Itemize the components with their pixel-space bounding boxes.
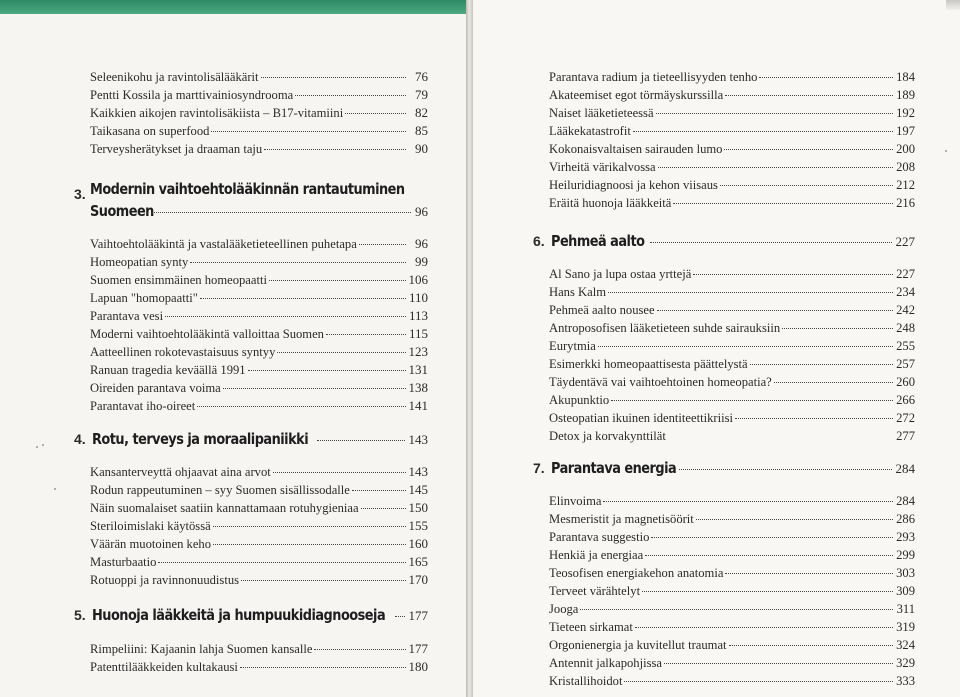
toc-entry[interactable] — [549, 320, 915, 336]
paper-speck — [36, 446, 38, 448]
dot-leader — [651, 537, 893, 538]
toc-entry-title: Moderni vaihtoehtolääkintä valloittaa Suomen — [90, 327, 324, 341]
toc-entry-title: Oireiden parantava voima — [90, 381, 221, 395]
dot-leader — [658, 167, 893, 168]
dot-leader — [223, 388, 406, 389]
toc-entry-title: Pentti Kossila ja marttivainiosyndrooma — [90, 88, 294, 102]
chapter-title: Parantava energia — [551, 459, 677, 477]
toc-entry-page: 216 — [896, 196, 915, 210]
dot-leader — [679, 469, 892, 470]
toc-entry-page: 76 — [415, 69, 428, 84]
left-page — [0, 0, 466, 697]
toc-entry-title: Terveysherätykset ja draaman taju — [90, 142, 263, 156]
toc-entry[interactable] — [90, 500, 428, 516]
toc-entry[interactable] — [549, 529, 915, 545]
dot-leader — [624, 681, 893, 682]
toc-entry-title: Antennit jalkapohjissa — [549, 656, 662, 670]
toc-entry-page: 180 — [408, 659, 428, 674]
chapter-title: Pehmeä aalto — [551, 232, 645, 250]
toc-entry-page: 106 — [408, 272, 428, 287]
toc-entry[interactable] — [549, 392, 915, 408]
toc-entry[interactable] — [90, 87, 428, 103]
toc-entry-title: Heiluridiagnoosi ja kehon viisaus — [549, 178, 718, 192]
toc-entry-page: 131 — [408, 362, 428, 377]
toc-entry-page: 138 — [408, 380, 428, 395]
toc-entry-title: Rimpeliini: Kajaanin lahja Suomen kansalle — [90, 642, 313, 656]
toc-entry-title: Rotuoppi ja ravinnonuudistus — [90, 573, 240, 587]
dot-leader — [200, 298, 406, 299]
toc-entry-page: 155 — [408, 518, 428, 533]
toc-entry-page: 257 — [896, 357, 915, 371]
toc-entry-title: Mesmeristit ja magnetisöörit — [549, 512, 694, 526]
dot-leader — [317, 440, 404, 441]
toc-entry[interactable] — [549, 374, 915, 390]
toc-entry-page: 90 — [415, 141, 428, 156]
dot-leader — [642, 591, 893, 592]
chapter-page: 96 — [415, 204, 428, 219]
toc-entry-page: 272 — [896, 411, 915, 425]
toc-entry-title: Henkiä ja energiaa — [549, 548, 644, 562]
chapter-page: 143 — [408, 432, 428, 447]
toc-entry[interactable] — [549, 195, 915, 211]
toc-entry-page: 266 — [896, 393, 915, 407]
toc-entry-title: Antroposofisen lääketieteen suhde sairauksiin — [549, 321, 781, 335]
chapter-title: Huonoja lääkkeitä ja humpuukidiagnooseja — [92, 606, 386, 624]
toc-entry[interactable] — [90, 290, 428, 306]
dot-leader — [611, 400, 893, 401]
toc-entry-page: 165 — [408, 554, 428, 569]
toc-entry-title: Al Sano ja lupa ostaa yrttejä — [549, 267, 692, 281]
toc-entry-title: Ranuan tragedia keväällä 1991 — [90, 363, 246, 377]
toc-entry-title: Steriloimislaki käytössä — [90, 519, 211, 533]
toc-entry[interactable] — [90, 236, 428, 252]
chapter-number: 3. — [74, 186, 86, 202]
toc-entry-title: Orgonienergia ja kuvitellut traumat — [549, 638, 727, 652]
toc-entry-title: Parantava suggestio — [549, 530, 650, 544]
dot-leader — [735, 418, 893, 419]
toc-entry[interactable] — [90, 254, 428, 270]
toc-entry-title: Kaikkien aikojen ravintolisäkiista – B17-vitamiini — [90, 106, 344, 120]
dot-leader — [724, 149, 893, 150]
toc-entry-title: Taikasana on superfood — [90, 124, 210, 138]
toc-entry[interactable] — [90, 272, 428, 288]
toc-entry-page: 286 — [896, 512, 915, 526]
toc-entry-title: Parantavat iho-oireet — [90, 399, 196, 413]
dot-leader — [725, 573, 893, 574]
chapter-title-row — [90, 202, 428, 220]
dot-leader — [295, 95, 406, 96]
toc-entry[interactable] — [549, 266, 915, 282]
toc-entry-page: 96 — [415, 236, 428, 251]
chapter-page: 284 — [895, 461, 915, 476]
toc-entry-page: 324 — [896, 638, 915, 652]
toc-entry[interactable] — [549, 105, 915, 121]
toc-entry-title: Tieteen sirkamat — [549, 620, 633, 634]
toc-entry[interactable] — [90, 141, 428, 157]
toc-entry-page: 333 — [896, 674, 915, 688]
toc-entry-page: 110 — [408, 290, 428, 305]
toc-entry[interactable] — [549, 511, 915, 527]
toc-entry-title: Osteopatian ikuinen identiteettikriisi — [549, 411, 733, 425]
toc-entry-page: 177 — [408, 641, 428, 656]
toc-entry-page: 197 — [896, 124, 915, 138]
paper-speck — [54, 488, 56, 490]
toc-entry[interactable] — [90, 572, 428, 588]
toc-entry[interactable] — [549, 583, 915, 599]
toc-entry-page: 123 — [408, 344, 428, 359]
toc-entry[interactable] — [549, 619, 915, 635]
toc-entry-page: 113 — [408, 308, 428, 323]
book-gutter — [466, 0, 473, 697]
toc-entry-title: Kristallihoidot — [549, 674, 623, 688]
toc-entry[interactable] — [549, 69, 915, 85]
toc-entry-title: Teosofisen energiakehon anatomia — [549, 566, 724, 580]
dot-leader — [261, 77, 406, 78]
toc-entry-page: 143 — [408, 464, 428, 479]
chapter-heading-4[interactable] — [74, 430, 428, 448]
right-page — [473, 0, 960, 697]
toc-entry-title: Akateemiset egot törmäyskurssilla — [549, 88, 724, 102]
toc-entry-page: 329 — [896, 656, 915, 670]
dot-leader — [395, 616, 405, 617]
toc-entry-title: Virheitä värikalvossa — [549, 160, 656, 174]
toc-entry-page: 234 — [896, 285, 915, 299]
toc-entry[interactable] — [549, 637, 915, 653]
toc-entry-title: Näin suomalaiset saatiin kannattamaan rotuhygieniaa — [90, 501, 359, 515]
toc-entry-page: 299 — [896, 548, 915, 562]
toc-entry[interactable] — [549, 565, 915, 581]
cover-edge-strip — [0, 0, 466, 14]
toc-entry-title: Patenttilääkkeiden kultakausi — [90, 660, 238, 674]
toc-entry-page: 284 — [896, 494, 915, 508]
chapter-heading-6[interactable] — [533, 232, 915, 250]
dot-leader — [277, 352, 406, 353]
dot-leader — [190, 262, 406, 263]
toc-entry[interactable] — [549, 410, 915, 426]
toc-entry-title: Suomen ensimmäinen homeopaatti — [90, 273, 267, 287]
toc-entry[interactable] — [549, 655, 915, 671]
dot-leader — [729, 645, 893, 646]
toc-entry[interactable] — [90, 362, 428, 378]
toc-entry-title: Lapuan "homopaatti" — [90, 291, 198, 305]
toc-entry-page: 170 — [408, 572, 428, 587]
toc-entry-page: 189 — [896, 88, 915, 102]
dot-leader — [361, 508, 406, 509]
dot-leader — [580, 609, 893, 610]
dot-leader — [158, 562, 406, 563]
dot-leader — [264, 149, 406, 150]
dot-leader — [635, 627, 893, 628]
chapter-title: Rotu, terveys ja moraalipaniikki — [92, 430, 309, 448]
toc-entry-title: Masturbaatio — [90, 555, 157, 569]
toc-entry-page: 277 — [896, 429, 915, 443]
toc-entry[interactable] — [549, 177, 915, 193]
toc-entry-title: Terveet värähtelyt — [549, 584, 641, 598]
dot-leader — [326, 334, 406, 335]
dot-leader — [782, 328, 893, 329]
dot-leader — [213, 526, 406, 527]
toc-entry-page: 150 — [408, 500, 428, 515]
toc-entry-title: Parantava vesi — [90, 309, 164, 323]
toc-entry-title: Eräitä huonoja lääkkeitä — [549, 196, 672, 210]
toc-entry-page: 115 — [408, 326, 428, 341]
dot-leader — [197, 406, 406, 407]
toc-entry-page: 141 — [408, 398, 428, 413]
dot-leader — [603, 501, 893, 502]
chapter-number: 5. — [74, 607, 86, 623]
toc-entry-page: 311 — [896, 602, 915, 616]
dot-leader — [657, 310, 893, 311]
toc-entry-page: 319 — [896, 620, 915, 634]
chapter-page: 177 — [408, 608, 428, 623]
toc-entry-page: 255 — [896, 339, 915, 353]
toc-entry-title: Jooga — [549, 602, 579, 616]
dot-leader — [608, 292, 893, 293]
toc-entry-title: Vaihtoehtolääkintä ja vastalääketieteellinen puhetapa — [90, 237, 357, 251]
chapter-number: 4. — [74, 431, 86, 447]
toc-entry-title: Elinvoima — [549, 494, 602, 508]
chapter-heading-7[interactable] — [533, 459, 915, 477]
dot-leader — [750, 364, 893, 365]
dot-leader — [314, 649, 406, 650]
toc-entry[interactable] — [90, 482, 428, 498]
toc-entry-title: Kansanterveyttä ohjaavat aina arvot — [90, 465, 271, 479]
dot-leader — [152, 212, 411, 213]
toc-entry-title: Rodun rappeutuminen – syy Suomen sisällissodalle — [90, 483, 350, 497]
toc-entry-page: 145 — [408, 482, 428, 497]
chapter-title-line1: Modernin vaihtoehtolääkinnän rantautuminen — [90, 180, 405, 198]
toc-entry[interactable] — [549, 601, 915, 617]
toc-entry[interactable] — [549, 302, 915, 318]
toc-entry-page: 208 — [896, 160, 915, 174]
toc-entry[interactable] — [90, 69, 428, 85]
toc-entry[interactable] — [90, 518, 428, 534]
chapter-page: 227 — [895, 234, 915, 249]
toc-entry-page: 227 — [896, 267, 915, 281]
dot-leader — [693, 274, 893, 275]
dot-leader — [633, 131, 893, 132]
toc-entry-title: Eurytmia — [549, 339, 596, 353]
chapter-number: 7. — [533, 460, 545, 476]
toc-entry-title: Lääkekatastrofit — [549, 124, 631, 138]
dot-leader — [759, 77, 893, 78]
dot-leader — [269, 280, 406, 281]
dot-leader — [673, 203, 893, 204]
toc-entry[interactable] — [549, 338, 915, 354]
dot-leader — [650, 242, 892, 243]
dot-leader — [664, 663, 893, 664]
toc-entry[interactable] — [549, 87, 915, 103]
toc-entry-page: 184 — [896, 70, 915, 84]
dot-leader — [696, 519, 893, 520]
dot-leader — [352, 490, 406, 491]
dot-leader — [241, 580, 406, 581]
dot-leader — [248, 370, 406, 371]
dot-leader — [725, 95, 893, 96]
toc-entry-page: 192 — [896, 106, 915, 120]
toc-entry[interactable] — [90, 105, 428, 121]
toc-entry[interactable] — [549, 284, 915, 300]
toc-entry-page: 309 — [896, 584, 915, 598]
toc-entry-page: 99 — [415, 254, 428, 269]
dot-leader — [720, 185, 893, 186]
toc-entry-page: 79 — [415, 87, 428, 102]
toc-entry-page: 212 — [896, 178, 915, 192]
page-edge-shadow — [946, 0, 960, 10]
toc-entry-title: Kokonaisvaltaisen sairauden lumo — [549, 142, 723, 156]
toc-entry-title: Esimerkki homeopaattisesta päättelystä — [549, 357, 748, 371]
toc-entry[interactable] — [90, 659, 428, 675]
chapter-number: 6. — [533, 233, 545, 249]
paper-speck — [42, 444, 44, 446]
toc-entry-title: Detox ja korvakynttilät — [549, 429, 666, 443]
toc-entry[interactable] — [90, 536, 428, 552]
toc-entry-page: 248 — [896, 321, 915, 335]
toc-entry[interactable] — [90, 641, 428, 657]
toc-entry-title: Täydentävä vai vaihtoehtoinen homeopatia? — [549, 375, 772, 389]
toc-entry[interactable] — [549, 356, 915, 372]
chapter-title-line2: Suomeen — [90, 202, 154, 220]
chapter-heading-5[interactable] — [74, 606, 428, 624]
dot-leader — [359, 244, 406, 245]
toc-entry[interactable] — [90, 554, 428, 570]
dot-leader — [165, 316, 406, 317]
toc-entry-title: Naiset lääketieteessä — [549, 106, 654, 120]
toc-entry[interactable] — [90, 344, 428, 360]
dot-leader — [240, 667, 406, 668]
toc-entry[interactable] — [549, 493, 915, 509]
toc-entry-title: Seleenikohu ja ravintolisälääkärit — [90, 70, 259, 84]
toc-entry-page: 85 — [415, 123, 428, 138]
toc-entry-page: 160 — [408, 536, 428, 551]
paper-speck — [945, 150, 947, 152]
toc-entry[interactable] — [549, 123, 915, 139]
toc-entry[interactable] — [90, 464, 428, 480]
dot-leader — [774, 382, 893, 383]
dot-leader — [645, 555, 893, 556]
toc-entry-page: 260 — [896, 375, 915, 389]
toc-entry[interactable] — [549, 673, 915, 689]
toc-entry-title: Homeopatian synty — [90, 255, 189, 269]
toc-entry-page: 82 — [415, 105, 428, 120]
toc-entry[interactable] — [549, 141, 915, 157]
toc-entry-title: Akupunktio — [549, 393, 610, 407]
toc-entry-title: Pehmeä aalto nousee — [549, 303, 655, 317]
toc-entry-title: Väärän muotoinen keho — [90, 537, 211, 551]
toc-entry[interactable] — [90, 398, 428, 414]
toc-entry-page: 293 — [896, 530, 915, 544]
toc-entry-page: 303 — [896, 566, 915, 580]
dot-leader — [656, 113, 893, 114]
toc-entry-title: Hans Kalm — [549, 285, 607, 299]
dot-leader — [213, 544, 406, 545]
toc-entry[interactable] — [90, 308, 428, 324]
toc-entry[interactable] — [549, 159, 915, 175]
toc-entry[interactable] — [90, 380, 428, 396]
toc-entry-title: Aatteellinen rokotevastaisuus syntyy — [90, 345, 276, 359]
toc-entry-page: 242 — [896, 303, 915, 317]
dot-leader — [345, 113, 406, 114]
dot-leader — [598, 346, 893, 347]
toc-entry[interactable] — [549, 547, 915, 563]
toc-entry[interactable] — [90, 123, 428, 139]
dot-leader — [273, 472, 406, 473]
toc-entry[interactable] — [90, 326, 428, 342]
dot-leader — [211, 131, 406, 132]
toc-entry-title: Parantava radium ja tieteellisyyden tenho — [549, 70, 758, 84]
toc-entry-page: 200 — [896, 142, 915, 156]
toc-entry[interactable] — [549, 428, 915, 444]
